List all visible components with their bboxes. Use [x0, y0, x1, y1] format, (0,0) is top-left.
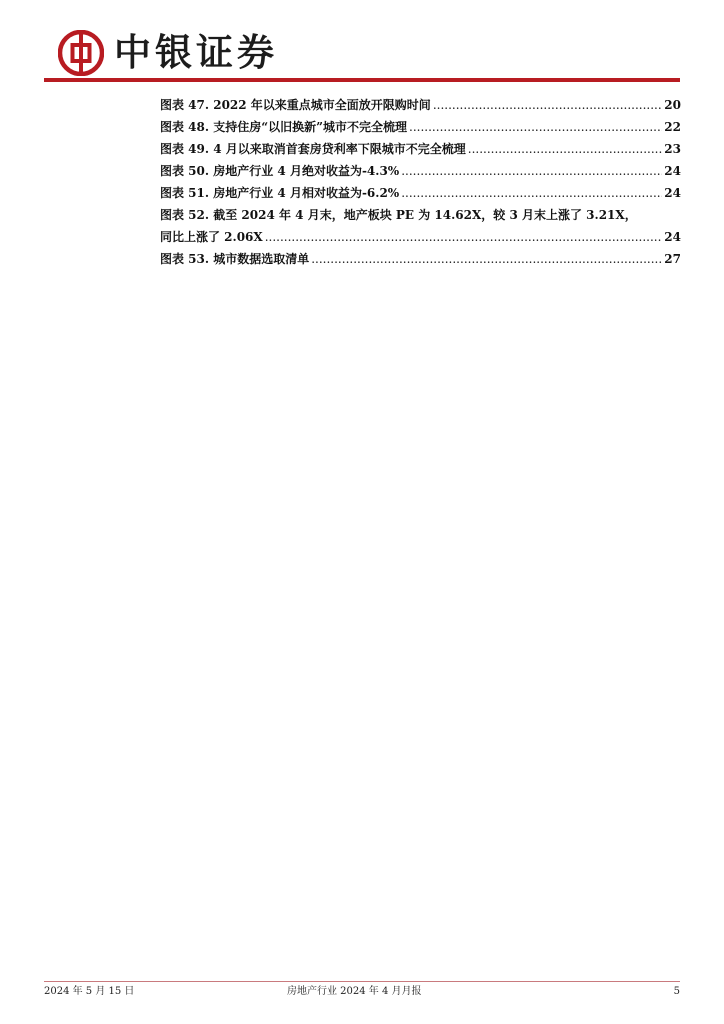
table-of-figures: [160, 94, 681, 270]
toc-entry-50[interactable]: [160, 160, 681, 182]
toc-entry-page: 24: [664, 186, 681, 200]
toc-entry-label-line1: 图表 52. 截至 2024 年 4 月末，地产板块 PE 为 14.62X，较 3 月末上涨了 3.21X，: [160, 208, 637, 222]
toc-entry-51[interactable]: [160, 182, 681, 204]
toc-entry-47[interactable]: [160, 94, 681, 116]
toc-entry-label: 图表 53. 城市数据选取清单: [160, 252, 310, 266]
header-divider: [44, 78, 680, 82]
toc-entry-page: 24: [664, 164, 681, 178]
toc-entry-label: 图表 51. 房地产行业 4 月相对收益为-6.2%: [160, 186, 400, 200]
toc-leader-dots: [265, 226, 663, 248]
toc-entry-label: 图表 50. 房地产行业 4 月绝对收益为-4.3%: [160, 164, 400, 178]
toc-leader-dots: [401, 160, 662, 182]
toc-entry-52[interactable]: [160, 204, 681, 248]
toc-entry-49[interactable]: [160, 138, 681, 160]
toc-leader-dots: [409, 116, 662, 138]
footer-divider: [44, 981, 680, 982]
toc-entry-page: 27: [664, 252, 681, 266]
toc-leader-dots: [468, 138, 663, 160]
brand-name: 中银证券: [114, 30, 278, 74]
toc-entry-label: 同比上涨了 2.06X: [160, 230, 263, 244]
page-footer: [44, 984, 680, 1000]
bank-of-china-coin-icon: [58, 30, 104, 76]
toc-entry-page: 22: [664, 120, 681, 134]
toc-entry-page: 24: [664, 230, 681, 244]
footer-report-title: 房地产行业 2024 年 4 月月报: [287, 986, 422, 997]
toc-entry-53[interactable]: [160, 248, 681, 270]
toc-entry-label: 图表 49. 4 月以来取消首套房贷利率下限城市不完全梳理: [160, 142, 466, 156]
toc-entry-label: 图表 48. 支持住房“以旧换新”城市不完全梳理: [160, 120, 408, 134]
toc-entry-page: 20: [664, 98, 681, 112]
footer-page-number: 5: [673, 986, 680, 997]
toc-leader-dots: [311, 248, 662, 270]
toc-entry-label: 图表 47. 2022 年以来重点城市全面放开限购时间: [160, 98, 431, 112]
toc-entry-page: 23: [664, 142, 681, 156]
page-header: [0, 0, 724, 84]
toc-leader-dots: [401, 182, 662, 204]
toc-leader-dots: [433, 94, 662, 116]
footer-date: 2024 年 5 月 15 日: [44, 986, 135, 997]
toc-entry-48[interactable]: [160, 116, 681, 138]
